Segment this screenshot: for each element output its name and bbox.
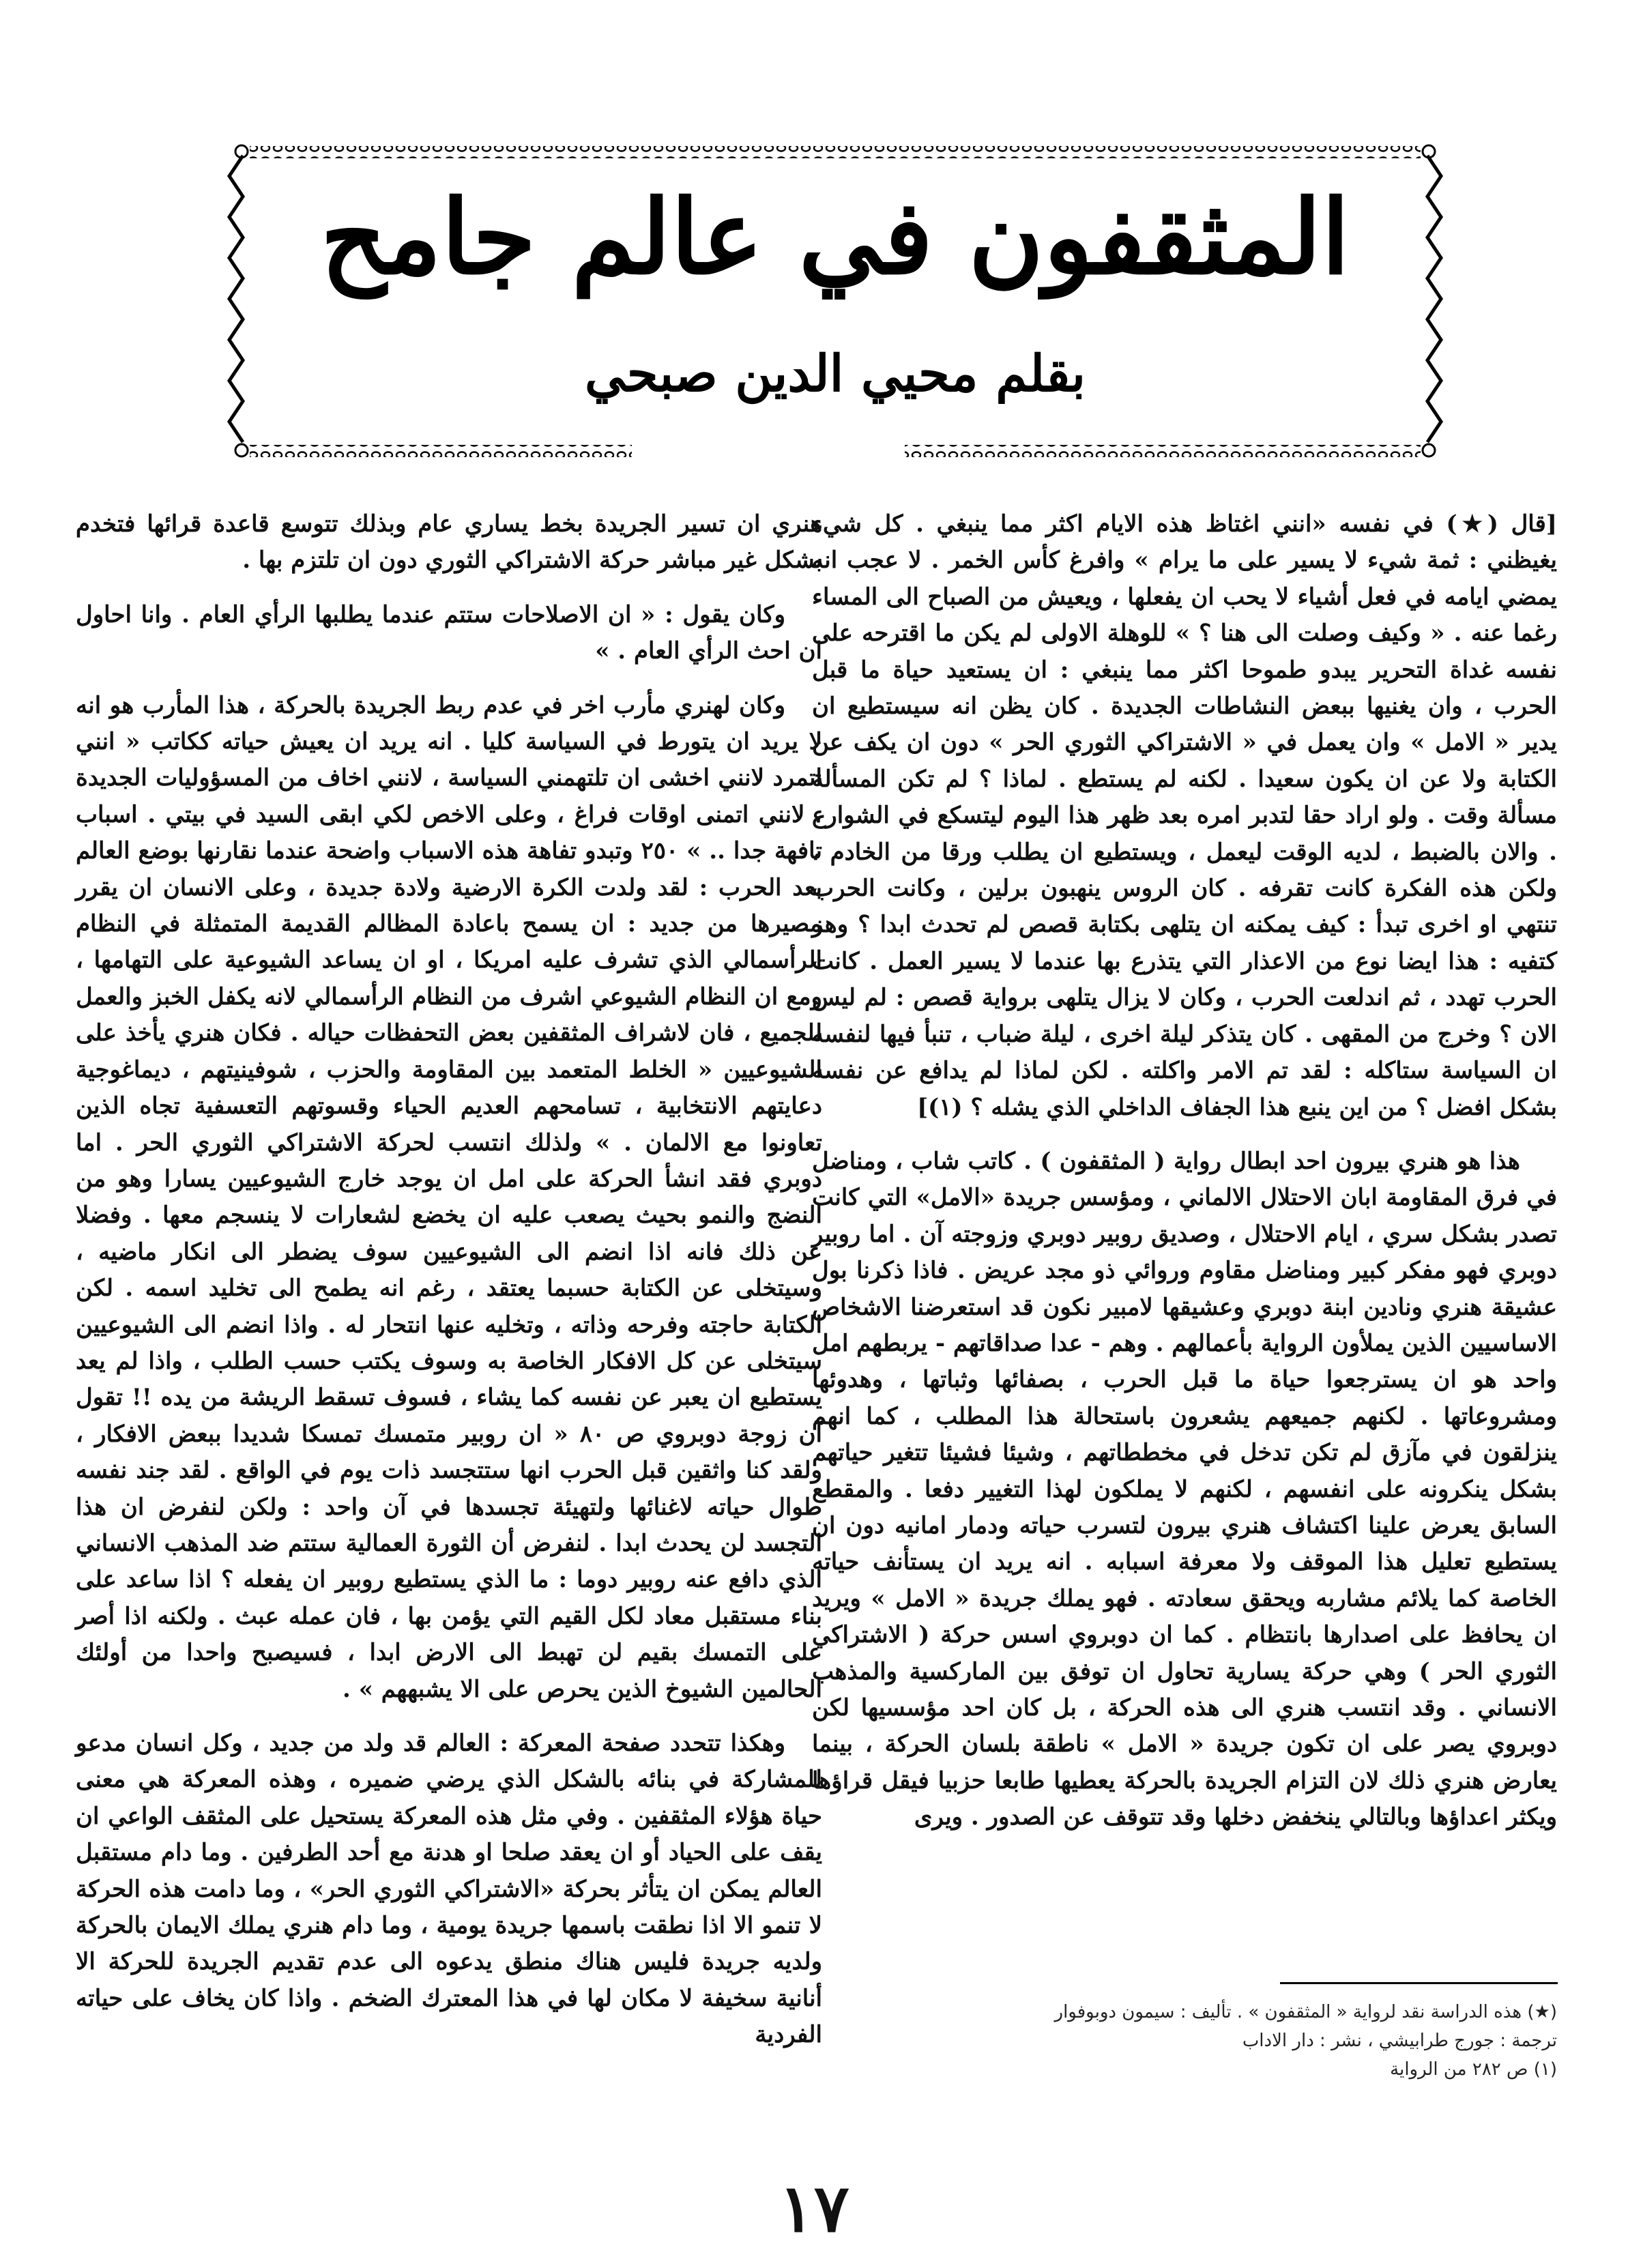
top-dotted-border [250, 146, 1421, 158]
footnotes [812, 1998, 1557, 2084]
corner-ornament [235, 444, 248, 456]
footnote-star: (★) هذه الدراسة نقد لرواية « المثقفون » . تأليف : سيمون دوبوفوار [1054, 2002, 1557, 2022]
footnote-translation: ترجمة : جورج طرابيشي ، نشر : دار الاداب [1242, 2031, 1557, 2051]
bottom-left-dotted-border [250, 445, 632, 457]
opening-quote-paragraph: [قال (★) في نفسه «انني اغتاظ هذه الايام اكثر مما ينبغي . كل شيء يغيظني : ثمة شيء لا يسير على ما يرام » وافرغ كأس الخمر . لا عجب انه يمضي ايامه في فعل أشياء لا يحب ان يفعلها ، ويعيش من الصباح الى المساء رغما عنه . « وكيف وصلت الى هنا ؟ » للوهلة الاولى لم يكن ما اقترحه على نفسه غداة التحرير يبدو طموحا اكثر مما ينبغي : ان يستعيد حياة ما قبل الحرب ، وان يغنيها ببعض النشاطات الجديدة . كان يظن انه سيستطيع ان يدير « الامل » وان يعمل في « الاشتراكي الثوري الحر » دون ان يكف عن الكتابة ولا عن ان يكون سعيدا . لكنه لم يستطع . لماذا ؟ لم تكن المسألة مسألة وقت . ولو اراد حقا لتدبر امره بعد ظهر هذا اليوم ليتسكع في الشوارع . والان بالضبط ، لديه الوقت ليعمل ، ويستطيع ان يطلب ورقا من الخادم ، ولكن هذه الفكرة كانت تقرفه . كان الروس ينهبون برلين ، وكانت الحرب تنتهي او اخرى تبدأ : كيف يمكنه ان يتلهى بكتابة قصص لم تحدث ابدا ؟ وهز كتفيه : هذا ايضا نوع من الاعذار التي يتذرع بها عندما لا يسير العمل . كانت الحرب تهدد ، ثم اندلعت الحرب ، وكان لا يزال يتلهى برواية قصص : لم ليس الان ؟ وخرج من المقهى . كان يتذكر ليلة اخرى ، ليلة ضباب ، تنبأ فيها لنفسه ان السياسة ستاكله : لقد تم الامر واكلته . لكن لماذا لم يدافع عن نفسه بشكل افضل ؟ من اين ينبع هذا الجفاف الداخلي الذي يشله ؟ (١)] [812, 510, 1557, 1121]
footnote-one: (١) ص ٢٨٢ من الرواية [1390, 2059, 1557, 2080]
body-paragraph: هذا هو هنري بيرون احد ابطال رواية ( المثقفون ) . كاتب شاب ، ومناضل في فرق المقاومة ابان الاحتلال الالماني ، ومؤسس جريدة «الامل» التي كانت تصدر بشكل سري ، ايام الاحتلال ، وصديق روبير دوبري وزوجته آن . اما روبير دوبري فهو مفكر كبير ومناضل مقاوم وروائي ذو مجد عريض . فاذا ذكرنا بول عشيقة هنري ونادين ابنة دوبري وعشيقها لامبير نكون قد استعرضنا الاشخاص الاساسيين الذين يملأون الرواية بأعمالهم . وهم - عدا صداقاتهم - يربطهم امل واحد هو ان يسترجعوا حياة ما قبل الحرب ، بصفائها وثباتها ، وهدوئها ومشروعاتها . لكنهم جميعهم يشعرون باستحالة هذا المطلب ، كما انهم ينزلقون في مآزق لم تكن تدخل في مخططاتهم ، وشيئا فشيئا تتغير حياتهم بشكل ينكرونه على انفسهم ، لكنهم لا يملكون لهذا التغيير دفعا . والمقطع السابق يعرض علينا اكتشاف هنري بيرون لتسرب حياته ودمار امانيه دون ان يستطيع تعليل هذا الموقف ولا معرفة اسبابه . انه يريد ان يستأنف حياته الخاصة كما يلائم مشاربه ويحقق سعادته . فهو يملك جريدة « الامل » ويريد ان يحافظ على اصدارها بانتظام . كما ان دوبروي اسس حركة ( الاشتراكي الثوري الحر ) وهي حركة يسارية تحاول ان توفق بين الماركسية والمذهب الانساني . وقد انتسب هنري الى هذه الحركة ، بل كان احد مؤسسيها لكن دوبروي يصر على ان تكون جريدة « الامل » ناطقة بلسان الحركة ، بينما يعارض هنري ذلك لان التزام الجريدة بالحركة يعطيها طابعا حزبيا فيقل قراؤها ويكثر اعداؤها وبالتالي ينخفض دخلها وقد تتوقف عن الصدور . ويرى [812, 1147, 1557, 1831]
footnote-divider [1280, 1982, 1558, 1984]
corner-ornament [1423, 444, 1435, 456]
body-paragraph: وكان يقول : « ان الاصلاحات ستتم عندما يطلبها الرأي العام . وانا احاول ان احث الرأي العام . » [76, 600, 822, 665]
body-paragraph: وكان لهنري مأرب اخر في عدم ربط الجريدة بالحركة ، هذا المأرب هو انه لا يريد ان يتورط في السياسة كليا . انه يريد ان يعيش حياته ككاتب « انني اتمرد لانني اخشى ان تلتهمني السياسة ، لانني اخاف من المسؤوليات الجديدة ، لانني اتمنى اوقات فراغ ، وعلى الاخص لكي ابقى السيد في بيتي . اسباب تافهة جدا .. » ٢٥٠ وتبدو تفاهة هذه الاسباب واضحة عندما نقارنها بوضع العالم بعد الحرب : لقد ولدت الكرة الارضية ولادة جديدة ، وعلى الانسان ان يقرر مصيرها من جديد : ان يسمح باعادة المظالم القديمة المتمثلة في النظام الرأسمالي الذي تشرف عليه امريكا ، او ان يساعد الشيوعية على التهامها ، ومع ان النظام الشيوعي اشرف من النظام الرأسمالي لانه يكفل الخبز والعمل للجميع ، فان لاشراف المثقفين بعض التحفظات حياله . فكان هنري يأخذ على الشيوعيين « الخلط المتعمد بين المقاومة والحزب ، شوفينيتهم ، ديماغوجية دعايتهم الانتخابية ، تسامحهم العديم الحياء وقسوتهم التعسفية تجاه الذين تعاونوا مع الالمان . » ولذلك انتسب لحركة الاشتراكي الثوري الحر . اما دوبري فقد انشأ الحركة على امل ان يوجد خارج الشيوعيين يسارا وهو من النضج والنمو بحيث يصعب عليه ان يخضع لشعارات لا ينسجم معها . وفضلا عن ذلك فانه اذا انضم الى الشيوعيين سوف يضطر الى انكار ماضيه ، وسيتخلى عن الكتابة حسبما يعتقد ، رغم انه يطمح الى تخليد اسمه . لكن الكتابة حاجته وفرحه وذاته ، وتخليه عنها انتحار له . واذا انضم الى الشيوعيين سيتخلى عن كل الافكار الخاصة به وسوف يكتب حسب الطلب ، واذا لم يعد يستطيع ان يعبر عن نفسه كما يشاء ، فسوف تسقط الريشة من يده !! تقول آن زوجة دوبروي ص ٨٠ « ان روبير متمسك تمسكا شديدا ببعض الافكار ، ولقد كنا واثقين قبل الحرب انها ستتجسد ذات يوم في الواقع . لقد جند نفسه طوال حياته لاغنائها ولتهيئة تجسدها في آن واحد : ولكن لنفرض ان هذا التجسد لن يحدث ابدا . لنفرض أن الثورة العمالية ستتم ضد المذهب الانساني الذي دافع عنه روبير دوما : ما الذي يستطيع روبير ان يفعله ؟ اذا ساعد على بناء مستقبل معاد لكل القيم التي يؤمن بها ، فان عمله عبث . ولكنه اذا أصر على التمسك بقيم لن تهبط الى الارض ابدا ، فسيصبح واحدا من أولئك الحالمين الشيوخ الذين يحرص على الا يشبههم » . [76, 691, 823, 1703]
body-paragraph: وهكذا تتحدد صفحة المعركة : العالم قد ولد من جديد ، وكل انسان مدعو للمشاركة في بنائه بالشكل الذي يرضي ضميره ، وهذه المعركة هي معنى حياة هؤلاء المثقفين . وفي مثل هذه المعركة يستحيل على المثقف الواعي ان يقف على الحياد أو ان يعقد صلحا او هدنة مع أحد الطرفين . وما دام مستقبل العالم يمكن ان يتأثر بحركة «الاشتراكي الثوري الحر» ، وما دامت هذه الحركة لا تنمو الا اذا نطقت باسمها جريدة يومية ، وما دام هنري يملك الايمان بالحركة ولديه جريدة فليس هناك منطق يدعوه الى عدم تقديم الجريدة للحركة الا أنانية سخيفة لا مكان لها في هذا المعترك الضخم . واذا كان يخاف على حياته الفردية [76, 1730, 823, 2049]
article-title: المثقفون في عالم جامح [320, 177, 1350, 297]
left-column [76, 506, 822, 2054]
right-column [812, 506, 1557, 1836]
bottom-right-dotted-border [905, 445, 1421, 457]
body-paragraph: هنري ان تسير الجريدة بخط يساري عام وبذلك تتوسع قاعدة قرائها فتخدم بشكل غير مباشر حركة الاشتراكي الثوري دون ان تلتزم بها . [76, 510, 822, 575]
page-number: ١٧ [779, 2170, 849, 2247]
author-byline: بقلم محيي الدين صبحي [585, 345, 1086, 403]
title-frame [222, 142, 1448, 464]
